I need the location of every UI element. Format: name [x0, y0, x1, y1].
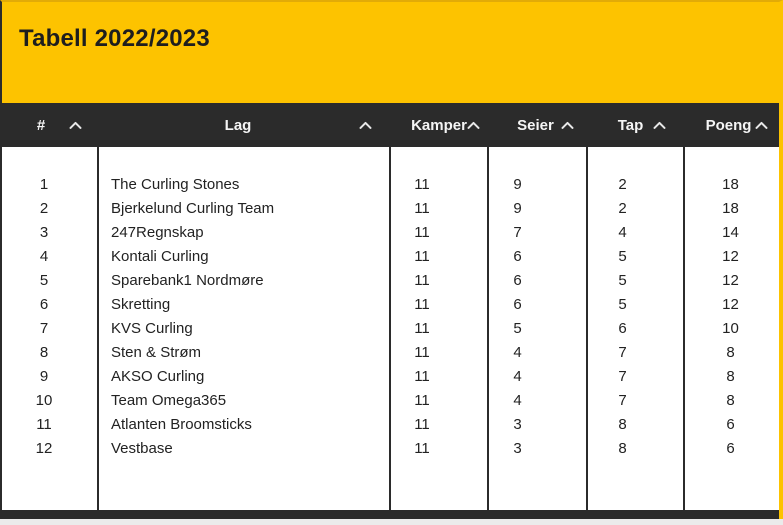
cell-wins: 4 — [513, 368, 522, 385]
cell-position: 5 — [39, 272, 49, 289]
cell-points: 8 — [726, 392, 735, 409]
cell-losses: 6 — [618, 320, 627, 337]
page-title: Tabell 2022/2023 — [19, 25, 210, 52]
cell-team: Kontali Curling — [111, 248, 209, 265]
cell-position: 2 — [39, 200, 49, 217]
widget-title-band — [2, 2, 779, 103]
cell-losses: 4 — [618, 224, 627, 241]
cell-wins: 4 — [513, 392, 522, 409]
column-header-wins[interactable] — [488, 103, 587, 147]
cell-team: AKSO Curling — [111, 368, 205, 385]
cell-wins: 9 — [513, 176, 522, 193]
column-header-team[interactable] — [98, 103, 390, 147]
cell-wins: 6 — [513, 248, 522, 265]
cell-wins: 9 — [513, 200, 522, 217]
cell-losses: 5 — [618, 296, 627, 313]
cell-team: Sparebank1 Nordmøre — [111, 272, 264, 289]
table-header-row — [2, 103, 779, 147]
cell-losses: 7 — [618, 368, 627, 385]
column-divider — [586, 147, 588, 510]
cell-losses: 8 — [618, 416, 627, 433]
cell-points: 14 — [722, 224, 739, 241]
cell-points: 12 — [722, 272, 739, 289]
cell-team: Sten & Strøm — [111, 344, 202, 361]
chevron-up-icon — [69, 121, 82, 129]
cell-team: Vestbase — [111, 440, 173, 457]
cell-played: 11 — [414, 176, 430, 193]
cell-wins: 6 — [513, 272, 522, 289]
cell-points: 6 — [726, 416, 735, 433]
column-header-label: Tap — [617, 116, 644, 134]
cell-wins: 3 — [513, 440, 522, 457]
cell-wins: 3 — [513, 416, 522, 433]
chevron-up-icon — [359, 121, 372, 129]
column-divider — [487, 147, 489, 510]
cell-played: 11 — [414, 272, 430, 289]
cell-losses: 7 — [618, 344, 627, 361]
column-header-points[interactable] — [684, 103, 779, 147]
cell-position: 3 — [39, 224, 49, 241]
cell-losses: 7 — [618, 392, 627, 409]
cell-points: 12 — [722, 248, 739, 265]
chevron-up-icon — [653, 121, 666, 129]
cell-points: 12 — [722, 296, 739, 313]
column-header-label: Seier — [517, 116, 554, 134]
column-divider — [97, 147, 99, 510]
cell-position: 10 — [35, 392, 53, 409]
cell-points: 6 — [726, 440, 735, 457]
cell-played: 11 — [414, 320, 430, 337]
cell-team: KVS Curling — [111, 320, 193, 337]
cell-position: 8 — [39, 344, 49, 361]
column-header-position[interactable] — [2, 103, 98, 147]
cell-played: 11 — [414, 200, 430, 217]
cell-played: 11 — [414, 296, 430, 313]
column-divider — [389, 147, 391, 510]
cell-points: 8 — [726, 344, 735, 361]
column-header-label: Kamper — [411, 116, 467, 134]
cell-played: 11 — [414, 440, 430, 457]
cell-team: Skretting — [111, 296, 171, 313]
column-header-label: Lag — [224, 116, 252, 134]
cell-wins: 6 — [513, 296, 522, 313]
cell-losses: 2 — [618, 200, 627, 217]
chevron-up-icon — [755, 121, 768, 129]
cell-played: 11 — [414, 224, 430, 241]
cell-position: 7 — [39, 320, 49, 337]
cell-wins: 4 — [513, 344, 522, 361]
cell-position: 12 — [35, 440, 53, 457]
cell-team: Atlanten Broomsticks — [111, 416, 252, 433]
cell-points: 18 — [722, 200, 739, 217]
cell-position: 4 — [39, 248, 49, 265]
cell-played: 11 — [414, 368, 430, 385]
cell-position: 1 — [39, 176, 49, 193]
cell-team: Bjerkelund Curling Team — [111, 200, 275, 217]
cell-points: 10 — [722, 320, 739, 337]
cell-played: 11 — [414, 248, 430, 265]
chevron-up-icon — [467, 121, 480, 129]
table-body — [2, 147, 779, 510]
column-divider — [683, 147, 685, 510]
column-header-played[interactable] — [390, 103, 488, 147]
cell-played: 11 — [414, 344, 430, 361]
cell-team: Team Omega365 — [111, 392, 227, 409]
chevron-up-icon — [561, 121, 574, 129]
cell-position: 11 — [36, 416, 52, 433]
column-header-label: # — [36, 116, 46, 134]
cell-played: 11 — [414, 392, 430, 409]
column-header-losses[interactable] — [587, 103, 684, 147]
cell-losses: 5 — [618, 248, 627, 265]
cell-team: 247Regnskap — [111, 224, 204, 241]
column-header-label: Poeng — [705, 116, 752, 134]
cell-team: The Curling Stones — [111, 176, 240, 193]
cell-losses: 5 — [618, 272, 627, 289]
cell-position: 9 — [39, 368, 49, 385]
cell-losses: 2 — [618, 176, 627, 193]
cell-points: 18 — [722, 176, 739, 193]
cell-wins: 7 — [513, 224, 522, 241]
cell-position: 6 — [39, 296, 49, 313]
table-bottom-bar — [2, 510, 779, 519]
cell-played: 11 — [414, 416, 430, 433]
cell-points: 8 — [726, 368, 735, 385]
cell-wins: 5 — [513, 320, 522, 337]
cell-losses: 8 — [618, 440, 627, 457]
